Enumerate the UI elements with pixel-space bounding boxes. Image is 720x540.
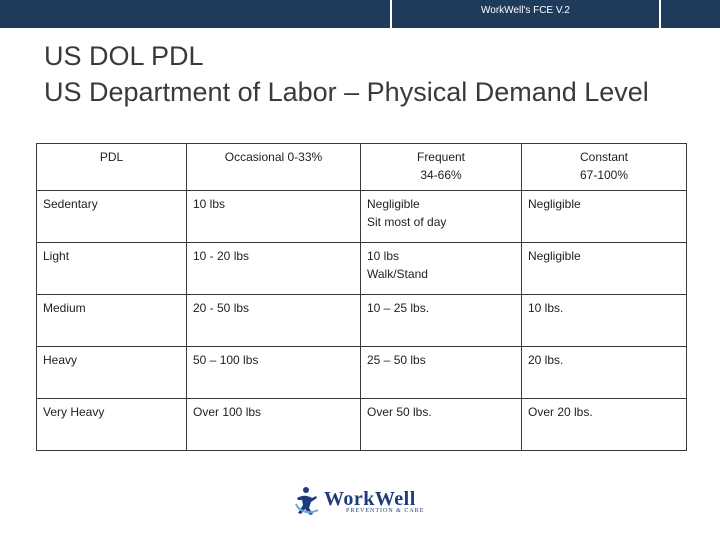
cell-pdl: Medium [37, 295, 187, 347]
cell-frequent-line: Over 50 lbs. [367, 405, 432, 419]
cell-pdl: Very Heavy [37, 399, 187, 451]
table-row [37, 347, 687, 399]
header-frequent-label: Frequent [416, 150, 466, 164]
cell-occasional: 10 lbs [187, 191, 361, 243]
header-cell-constant [522, 144, 687, 191]
header-bar [0, 0, 720, 28]
cell-frequent [361, 191, 522, 243]
table-row [37, 191, 687, 243]
cell-frequent-line: 10 – 25 lbs. [367, 301, 430, 315]
cell-constant: Negligible [522, 191, 687, 243]
cell-frequent [361, 347, 522, 399]
cell-frequent-line: Sit most of day [367, 215, 447, 229]
cell-constant: Negligible [522, 243, 687, 295]
cell-frequent [361, 399, 522, 451]
cell-frequent-line: Negligible [367, 197, 420, 211]
cell-occasional: 20 - 50 lbs [187, 295, 361, 347]
cell-frequent-line: 10 lbs [367, 249, 400, 263]
header-constant-label: Constant [579, 150, 629, 164]
cell-pdl: Light [37, 243, 187, 295]
cell-frequent-line: Walk/Stand [367, 267, 428, 281]
table-header-row [37, 144, 687, 191]
header-cell-pdl [37, 144, 187, 191]
header-frequent-range: 34-66% [420, 168, 462, 182]
header-constant-range: 67-100% [579, 168, 629, 182]
cell-pdl: Heavy [37, 347, 187, 399]
cell-occasional: 10 - 20 lbs [187, 243, 361, 295]
header-pdl-label: PDL [99, 150, 124, 164]
cell-occasional: 50 – 100 lbs [187, 347, 361, 399]
cell-pdl: Sedentary [37, 191, 187, 243]
table-row [37, 399, 687, 451]
slide-title [44, 38, 649, 110]
cell-frequent [361, 243, 522, 295]
cell-frequent-line: 25 – 50 lbs [367, 353, 426, 367]
workwell-figure-icon [294, 486, 322, 516]
title-line-2: US Department of Labor – Physical Demand Level [44, 77, 649, 107]
pdl-table [36, 143, 687, 451]
cell-frequent [361, 295, 522, 347]
cell-constant: 20 lbs. [522, 347, 687, 399]
header-label: WorkWell's FCE V.2 [481, 5, 570, 16]
table-row [37, 295, 687, 347]
logo-wordmark: WorkWell [324, 488, 416, 510]
logo-tagline: PREVENTION & CARE [346, 508, 425, 514]
title-line-1: US DOL PDL [44, 41, 204, 71]
cell-constant: 10 lbs. [522, 295, 687, 347]
header-occasional-label: Occasional 0-33% [224, 150, 323, 164]
table-row [37, 243, 687, 295]
workwell-logo [294, 486, 424, 518]
header-divider-right [659, 0, 661, 28]
header-cell-occasional [187, 144, 361, 191]
cell-occasional: Over 100 lbs [187, 399, 361, 451]
cell-constant: Over 20 lbs. [522, 399, 687, 451]
header-cell-frequent [361, 144, 522, 191]
